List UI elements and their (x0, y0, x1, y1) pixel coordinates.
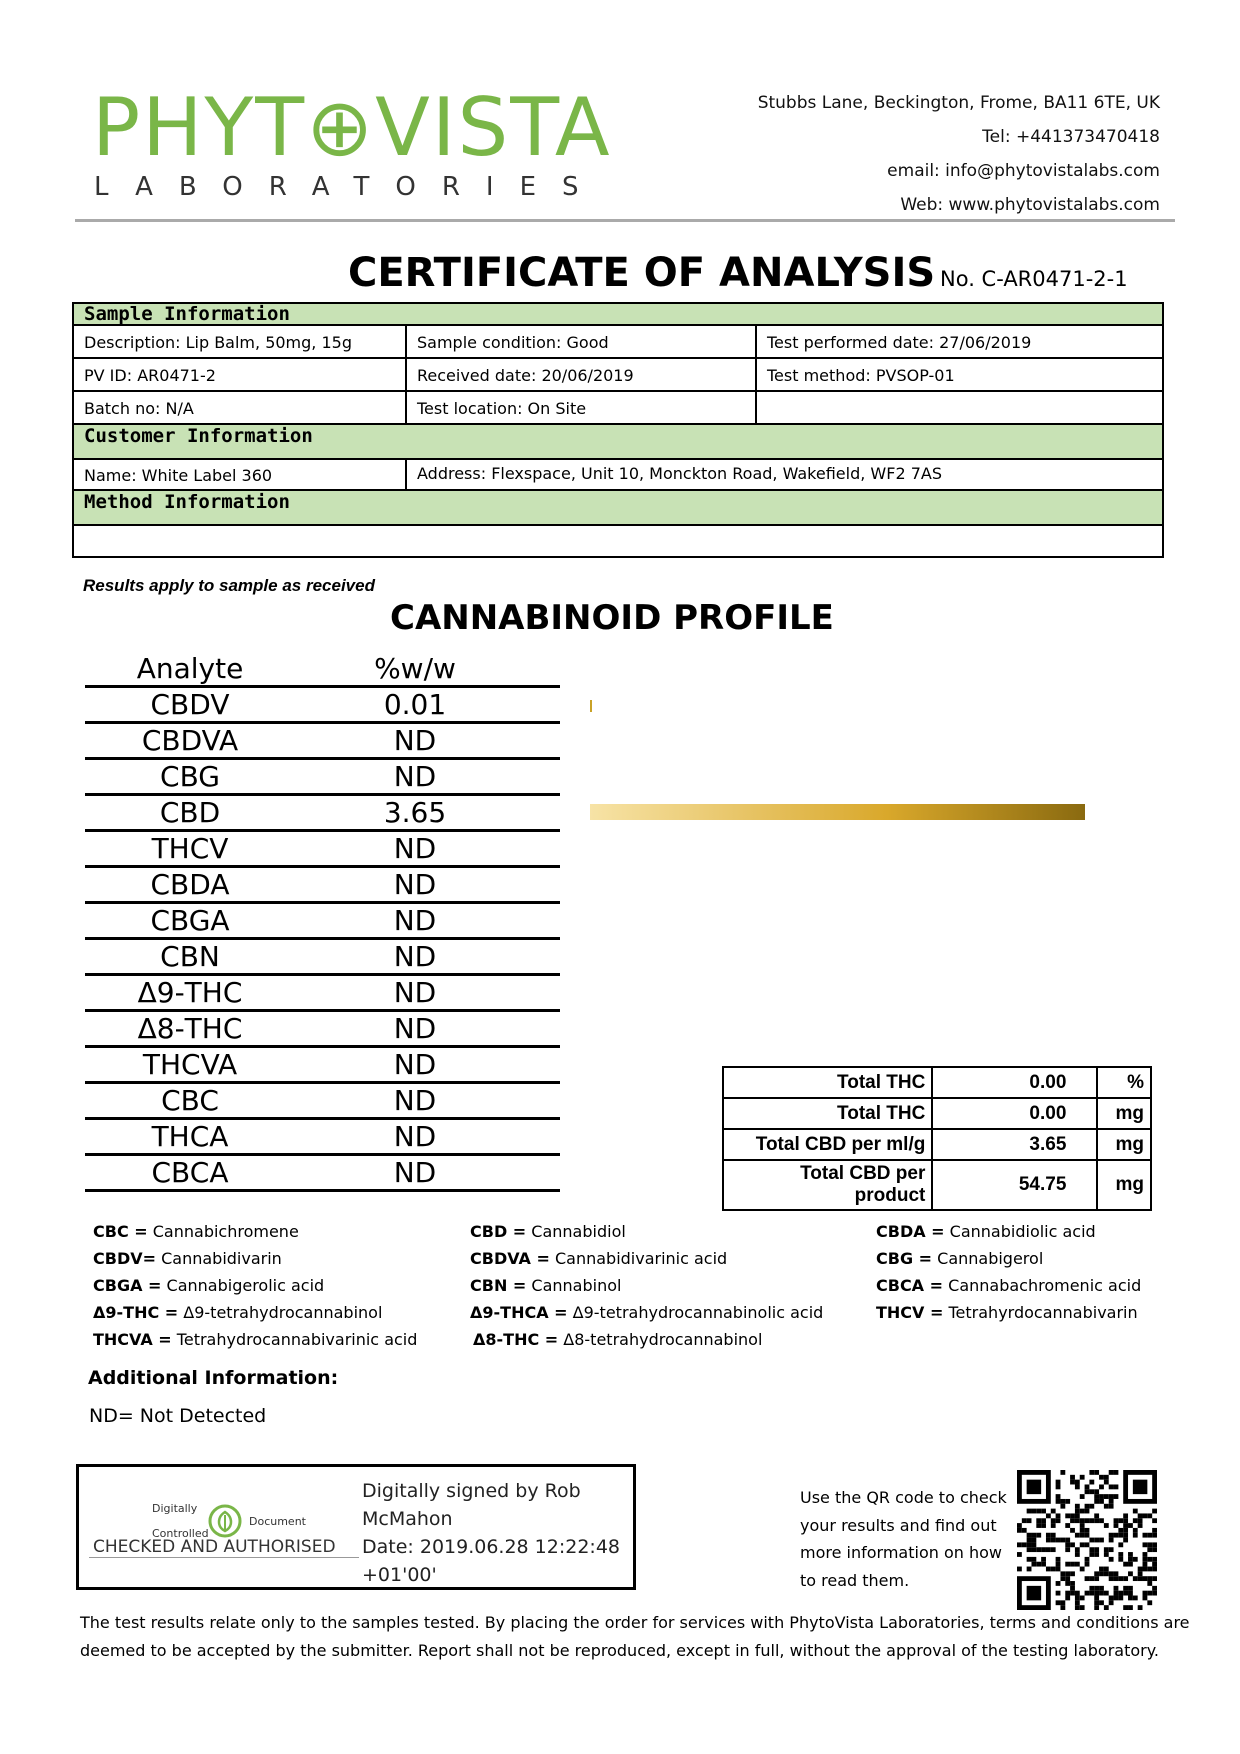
glossary-name: Cannabigerol (937, 1249, 1044, 1268)
totals-unit: mg (1097, 1160, 1151, 1210)
glossary-entry (470, 1222, 626, 1241)
signature-box (76, 1464, 636, 1590)
analyte-value: ND (393, 760, 437, 793)
table-row (85, 1084, 560, 1120)
glossary-entry (93, 1249, 282, 1268)
table-row (85, 796, 560, 832)
analyte-name: CBN (160, 940, 220, 973)
lab-phone: Tel: +441373470418 (982, 127, 1160, 147)
totals-label: Total THC (723, 1098, 932, 1129)
chart-bar-cbdv (590, 700, 592, 712)
lab-logo-subtitle: LABORATORIES (94, 172, 605, 202)
analyte-value: ND (393, 1084, 437, 1117)
lab-email: email: info@phytovistalabs.com (887, 161, 1160, 181)
glossary-entry (93, 1276, 324, 1295)
analyte-name: CBG (160, 760, 220, 793)
certificate-number: No. C-AR0471-2-1 (940, 267, 1128, 291)
table-header (85, 652, 560, 688)
glossary-abbr: CBGA = (93, 1276, 162, 1295)
glossary-abbr: CBDVA = (470, 1249, 550, 1268)
sample-description: Description: Lip Balm, 50mg, 15g (74, 326, 407, 357)
table-row (85, 976, 560, 1012)
document-title: CERTIFICATE OF ANALYSIS (348, 250, 936, 296)
customer-name: Name: White Label 360 (74, 460, 407, 489)
stamp-controlled: Controlled (152, 1527, 209, 1540)
totals-label: Total THC (723, 1067, 932, 1098)
nd-note: ND= Not Detected (89, 1405, 267, 1427)
glossary-abbr: CBN = (470, 1276, 527, 1295)
glossary-abbr: CBG = (876, 1249, 933, 1268)
received-date: Received date: 20/06/2019 (407, 359, 757, 390)
glossary-entry (470, 1276, 621, 1295)
cannabinoid-table (85, 652, 560, 1192)
analyte-name: THCVA (142, 1048, 238, 1081)
analyte-value: ND (393, 1156, 437, 1189)
totals-row (723, 1129, 1151, 1160)
table-row (85, 1048, 560, 1084)
test-performed-date: Test performed date: 27/06/2019 (767, 333, 1032, 352)
totals-unit: % (1097, 1067, 1151, 1098)
signed-date-line2: +01'00' (362, 1564, 437, 1586)
table-row (85, 832, 560, 868)
glossary-abbr: THCV = (876, 1303, 944, 1322)
glossary-name: Δ9-tetrahydrocannabinolic acid (572, 1303, 824, 1322)
analyte-value: ND (393, 1120, 437, 1153)
header-divider (75, 219, 1175, 222)
analyte-value: ND (393, 724, 437, 757)
qr-text-line4: to read them. (800, 1571, 910, 1590)
stamp-document: Document (249, 1515, 306, 1528)
glossary-abbr: Δ9-THCA = (470, 1303, 568, 1322)
analyte-name: CBC (161, 1084, 219, 1117)
analyte-value: 3.65 (383, 796, 447, 829)
lab-logo: PHYT⊕VISTA (92, 81, 612, 174)
info-table (72, 302, 1164, 558)
glossary-entry (876, 1249, 1043, 1268)
totals-value: 54.75 (932, 1160, 1097, 1210)
footer-line2: deemed to be accepted by the submitter. Report shall not be reproduced, except in full, without the approval of the testing laboratory. (80, 1641, 1159, 1660)
totals-unit: mg (1097, 1098, 1151, 1129)
analyte-name: THCV (151, 832, 229, 865)
profile-title: CANNABINOID PROFILE (390, 598, 834, 638)
totals-value: 0.00 (932, 1067, 1097, 1098)
glossary-entry (876, 1222, 1096, 1241)
lab-address: Stubbs Lane, Beckington, Frome, BA11 6TE, UK (757, 93, 1160, 113)
sample-condition: Sample condition: Good (407, 326, 757, 357)
glossary-name: Cannabidivarin (161, 1249, 282, 1268)
analyte-value: ND (393, 940, 437, 973)
column-header-analyte: Analyte (136, 652, 244, 685)
table-row (85, 1120, 560, 1156)
customer-address: Address: Flexspace, Unit 10, Monckton Road, Wakefield, WF2 7AS (417, 464, 942, 483)
customer-info-heading: Customer Information (74, 425, 1162, 460)
table-row (85, 868, 560, 904)
analyte-name: Δ9-THC (137, 976, 243, 1009)
analyte-name: CBDA (150, 868, 230, 901)
sample-info-heading: Sample Information (74, 304, 1162, 326)
glossary-name: Cannabidivarinic acid (554, 1249, 728, 1268)
glossary-abbr: CBD = (470, 1222, 527, 1241)
table-row (85, 904, 560, 940)
stamp-leaf-icon (207, 1503, 243, 1539)
glossary-abbr: CBDA = (876, 1222, 945, 1241)
totals-row (723, 1098, 1151, 1129)
results-note: Results apply to sample as received (83, 576, 375, 595)
column-header-value: %w/w (374, 652, 456, 685)
analyte-name: CBDV (150, 688, 230, 721)
analyte-value: ND (393, 976, 437, 1009)
test-location: Test location: On Site (407, 392, 757, 423)
glossary-entry (876, 1276, 1141, 1295)
glossary-name: Tetrahydrocannabivarinic acid (176, 1330, 418, 1349)
glossary-entry (93, 1330, 417, 1349)
qr-text-line3: more information on how (800, 1543, 1002, 1562)
analyte-name: THCA (151, 1120, 229, 1153)
table-row (85, 1156, 560, 1192)
totals-row (723, 1067, 1151, 1098)
pv-id: PV ID: AR0471-2 (74, 359, 407, 390)
glossary-abbr: Δ9-THC = (93, 1303, 179, 1322)
totals-table (722, 1066, 1152, 1211)
glossary-name: Cannabichromene (152, 1222, 299, 1241)
analyte-name: CBCA (151, 1156, 229, 1189)
analyte-name: Δ8-THC (137, 1012, 243, 1045)
analyte-value: 0.01 (383, 688, 447, 721)
glossary-entry (473, 1330, 762, 1349)
info-row (74, 460, 1162, 491)
table-row (85, 940, 560, 976)
additional-info-heading: Additional Information: (88, 1367, 339, 1389)
totals-row (723, 1160, 1151, 1210)
info-row (74, 359, 1162, 392)
glossary-name: Δ8-tetrahydrocannabinol (563, 1330, 763, 1349)
chart-bar-cbd (590, 804, 1085, 820)
stamp-digitally: Digitally (152, 1502, 198, 1515)
analyte-value: ND (393, 1048, 437, 1081)
glossary-name: Cannabigerolic acid (166, 1276, 325, 1295)
totals-label: Total CBD per ml/g (723, 1129, 932, 1160)
analyte-value: ND (393, 904, 437, 937)
footer-line1: The test results relate only to the samples tested. By placing the order for services with PhytoVista Laboratories, terms and conditions are (80, 1613, 1190, 1632)
glossary-entry (876, 1303, 1138, 1322)
signed-by-line2: McMahon (362, 1508, 453, 1530)
table-row (85, 688, 560, 724)
checked-authorised: CHECKED AND AUTHORISED (93, 1537, 336, 1557)
glossary-abbr: THCVA = (93, 1330, 172, 1349)
glossary-abbr: Δ8-THC = (473, 1330, 559, 1349)
table-row (85, 724, 560, 760)
glossary-name: Cannabidiol (531, 1222, 626, 1241)
qr-text-line1: Use the QR code to check (800, 1488, 1007, 1507)
method-info-heading: Method Information (74, 491, 1162, 526)
glossary-entry (93, 1222, 299, 1241)
signed-by-line1: Digitally signed by Rob (362, 1480, 581, 1502)
info-row (74, 392, 1162, 425)
info-row (74, 326, 1162, 359)
analyte-value: ND (393, 832, 437, 865)
glossary-name: Δ9-tetrahydrocannabinol (183, 1303, 383, 1322)
empty-cell (757, 392, 1162, 423)
totals-label: Total CBD per product (723, 1160, 932, 1210)
glossary-name: Cannabachromenic acid (948, 1276, 1142, 1295)
analyte-value: ND (393, 1012, 437, 1045)
glossary-abbr: CBCA = (876, 1276, 944, 1295)
batch-number: Batch no: N/A (74, 392, 407, 423)
test-method: Test method: PVSOP-01 (767, 366, 955, 385)
glossary-entry (93, 1303, 382, 1322)
table-row (85, 760, 560, 796)
stamp-underline (89, 1557, 359, 1558)
glossary-entry (470, 1249, 727, 1268)
glossary-abbr: CBC = (93, 1222, 148, 1241)
analyte-name: CBGA (150, 904, 230, 937)
glossary-name: Cannabinol (531, 1276, 622, 1295)
method-info-body (74, 526, 1162, 556)
glossary-entry (470, 1303, 823, 1322)
totals-value: 0.00 (932, 1098, 1097, 1129)
totals-unit: mg (1097, 1129, 1151, 1160)
analyte-name: CBDVA (141, 724, 239, 757)
glossary-name: Cannabidiolic acid (949, 1222, 1096, 1241)
lab-website: Web: www.phytovistalabs.com (900, 195, 1160, 215)
table-row (85, 1012, 560, 1048)
qr-text-line2: your results and find out (800, 1516, 997, 1535)
totals-value: 3.65 (932, 1129, 1097, 1160)
analyte-name: CBD (159, 796, 221, 829)
analyte-value: ND (393, 868, 437, 901)
glossary-abbr: CBDV= (93, 1249, 157, 1268)
qr-code-icon[interactable] (1017, 1470, 1157, 1610)
glossary-name: Tetrahyrdocannabivarin (948, 1303, 1138, 1322)
signed-date-line1: Date: 2019.06.28 12:22:48 (362, 1536, 621, 1558)
